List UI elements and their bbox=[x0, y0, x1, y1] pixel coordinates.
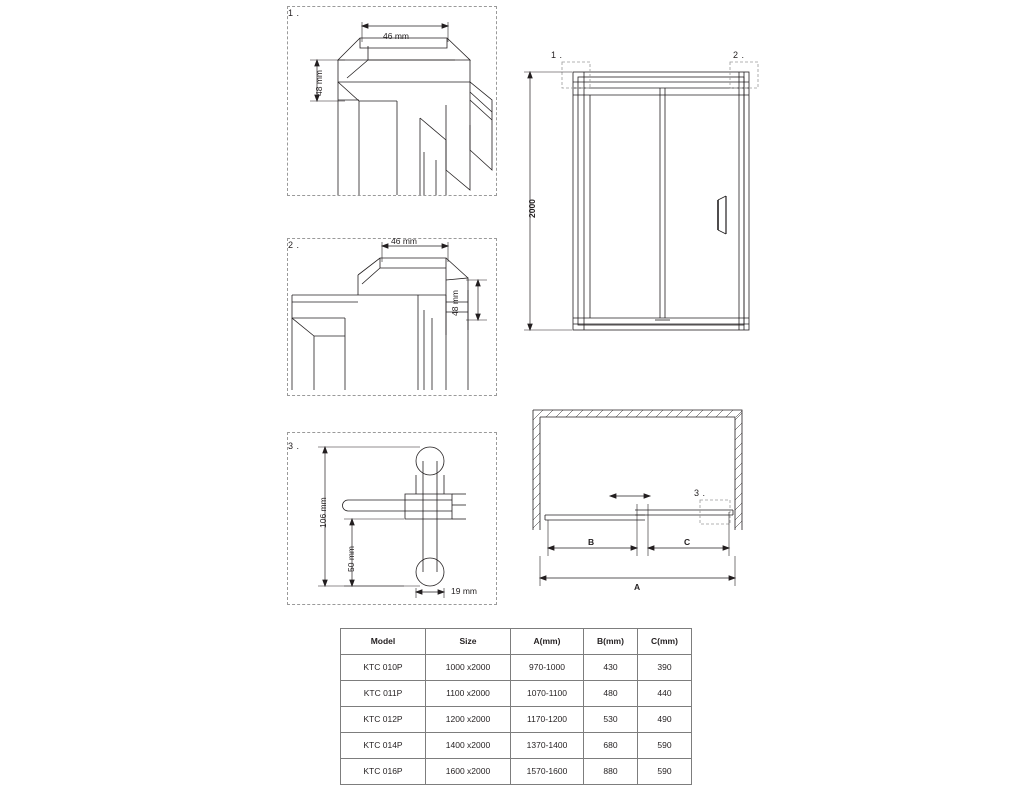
cell-b: 680 bbox=[584, 733, 638, 759]
table-row bbox=[341, 759, 692, 785]
detail-box-2 bbox=[287, 238, 497, 396]
front-view-callout-1: 1 . bbox=[551, 50, 563, 60]
cell-model: KTC 016P bbox=[341, 759, 426, 785]
cell-size: 1600 x2000 bbox=[426, 759, 511, 785]
detail-3-label: 3 . bbox=[288, 441, 300, 451]
cell-c: 590 bbox=[638, 759, 692, 785]
detail-3-height-dim: 106 mm bbox=[318, 497, 328, 528]
cell-b: 430 bbox=[584, 655, 638, 681]
table-header-model: Model bbox=[341, 629, 426, 655]
detail-1-height-dim: 48 mm bbox=[314, 70, 324, 96]
detail-3-width-dim: 19 mm bbox=[451, 586, 477, 596]
plan-view-callout-3: 3 . bbox=[694, 488, 706, 498]
table-header-a: A(mm) bbox=[511, 629, 584, 655]
cell-model: KTC 014P bbox=[341, 733, 426, 759]
cell-size: 1400 x2000 bbox=[426, 733, 511, 759]
cell-model: KTC 010P bbox=[341, 655, 426, 681]
plan-view-dim-b: B bbox=[588, 537, 595, 547]
cell-b: 880 bbox=[584, 759, 638, 785]
front-elevation-geometry bbox=[524, 62, 758, 330]
cell-model: KTC 011P bbox=[341, 681, 426, 707]
detail-3-inner-dim: 50 mm bbox=[346, 546, 356, 572]
detail-2-width-dim: 46 mm bbox=[391, 236, 417, 246]
table-row bbox=[341, 733, 692, 759]
cell-c: 490 bbox=[638, 707, 692, 733]
plan-view-geometry bbox=[533, 410, 742, 586]
cell-a: 970-1000 bbox=[511, 655, 584, 681]
table-header-c: C(mm) bbox=[638, 629, 692, 655]
table-row bbox=[341, 681, 692, 707]
front-view-height-dim: 2000 bbox=[527, 199, 537, 218]
detail-1-width-dim: 46 mm bbox=[383, 31, 409, 41]
cell-a: 1070-1100 bbox=[511, 681, 584, 707]
plan-view-dim-c: C bbox=[684, 537, 691, 547]
table-header-size: Size bbox=[426, 629, 511, 655]
table-row bbox=[341, 655, 692, 681]
cell-size: 1000 x2000 bbox=[426, 655, 511, 681]
cell-b: 480 bbox=[584, 681, 638, 707]
front-view-callout-2: 2 . bbox=[733, 50, 745, 60]
cell-a: 1370-1400 bbox=[511, 733, 584, 759]
table-header-row bbox=[341, 629, 692, 655]
cell-a: 1170-1200 bbox=[511, 707, 584, 733]
cell-b: 530 bbox=[584, 707, 638, 733]
detail-2-label: 2 . bbox=[288, 240, 300, 250]
cell-size: 1200 x2000 bbox=[426, 707, 511, 733]
cell-c: 440 bbox=[638, 681, 692, 707]
specification-table bbox=[340, 628, 692, 785]
cell-c: 390 bbox=[638, 655, 692, 681]
cell-c: 590 bbox=[638, 733, 692, 759]
cell-size: 1100 x2000 bbox=[426, 681, 511, 707]
table-header-b: B(mm) bbox=[584, 629, 638, 655]
cell-model: KTC 012P bbox=[341, 707, 426, 733]
plan-view-dim-a: A bbox=[634, 582, 641, 592]
detail-1-label: 1 . bbox=[288, 8, 300, 18]
detail-2-height-dim: 48 mm bbox=[450, 290, 460, 316]
table-row bbox=[341, 707, 692, 733]
cell-a: 1570-1600 bbox=[511, 759, 584, 785]
